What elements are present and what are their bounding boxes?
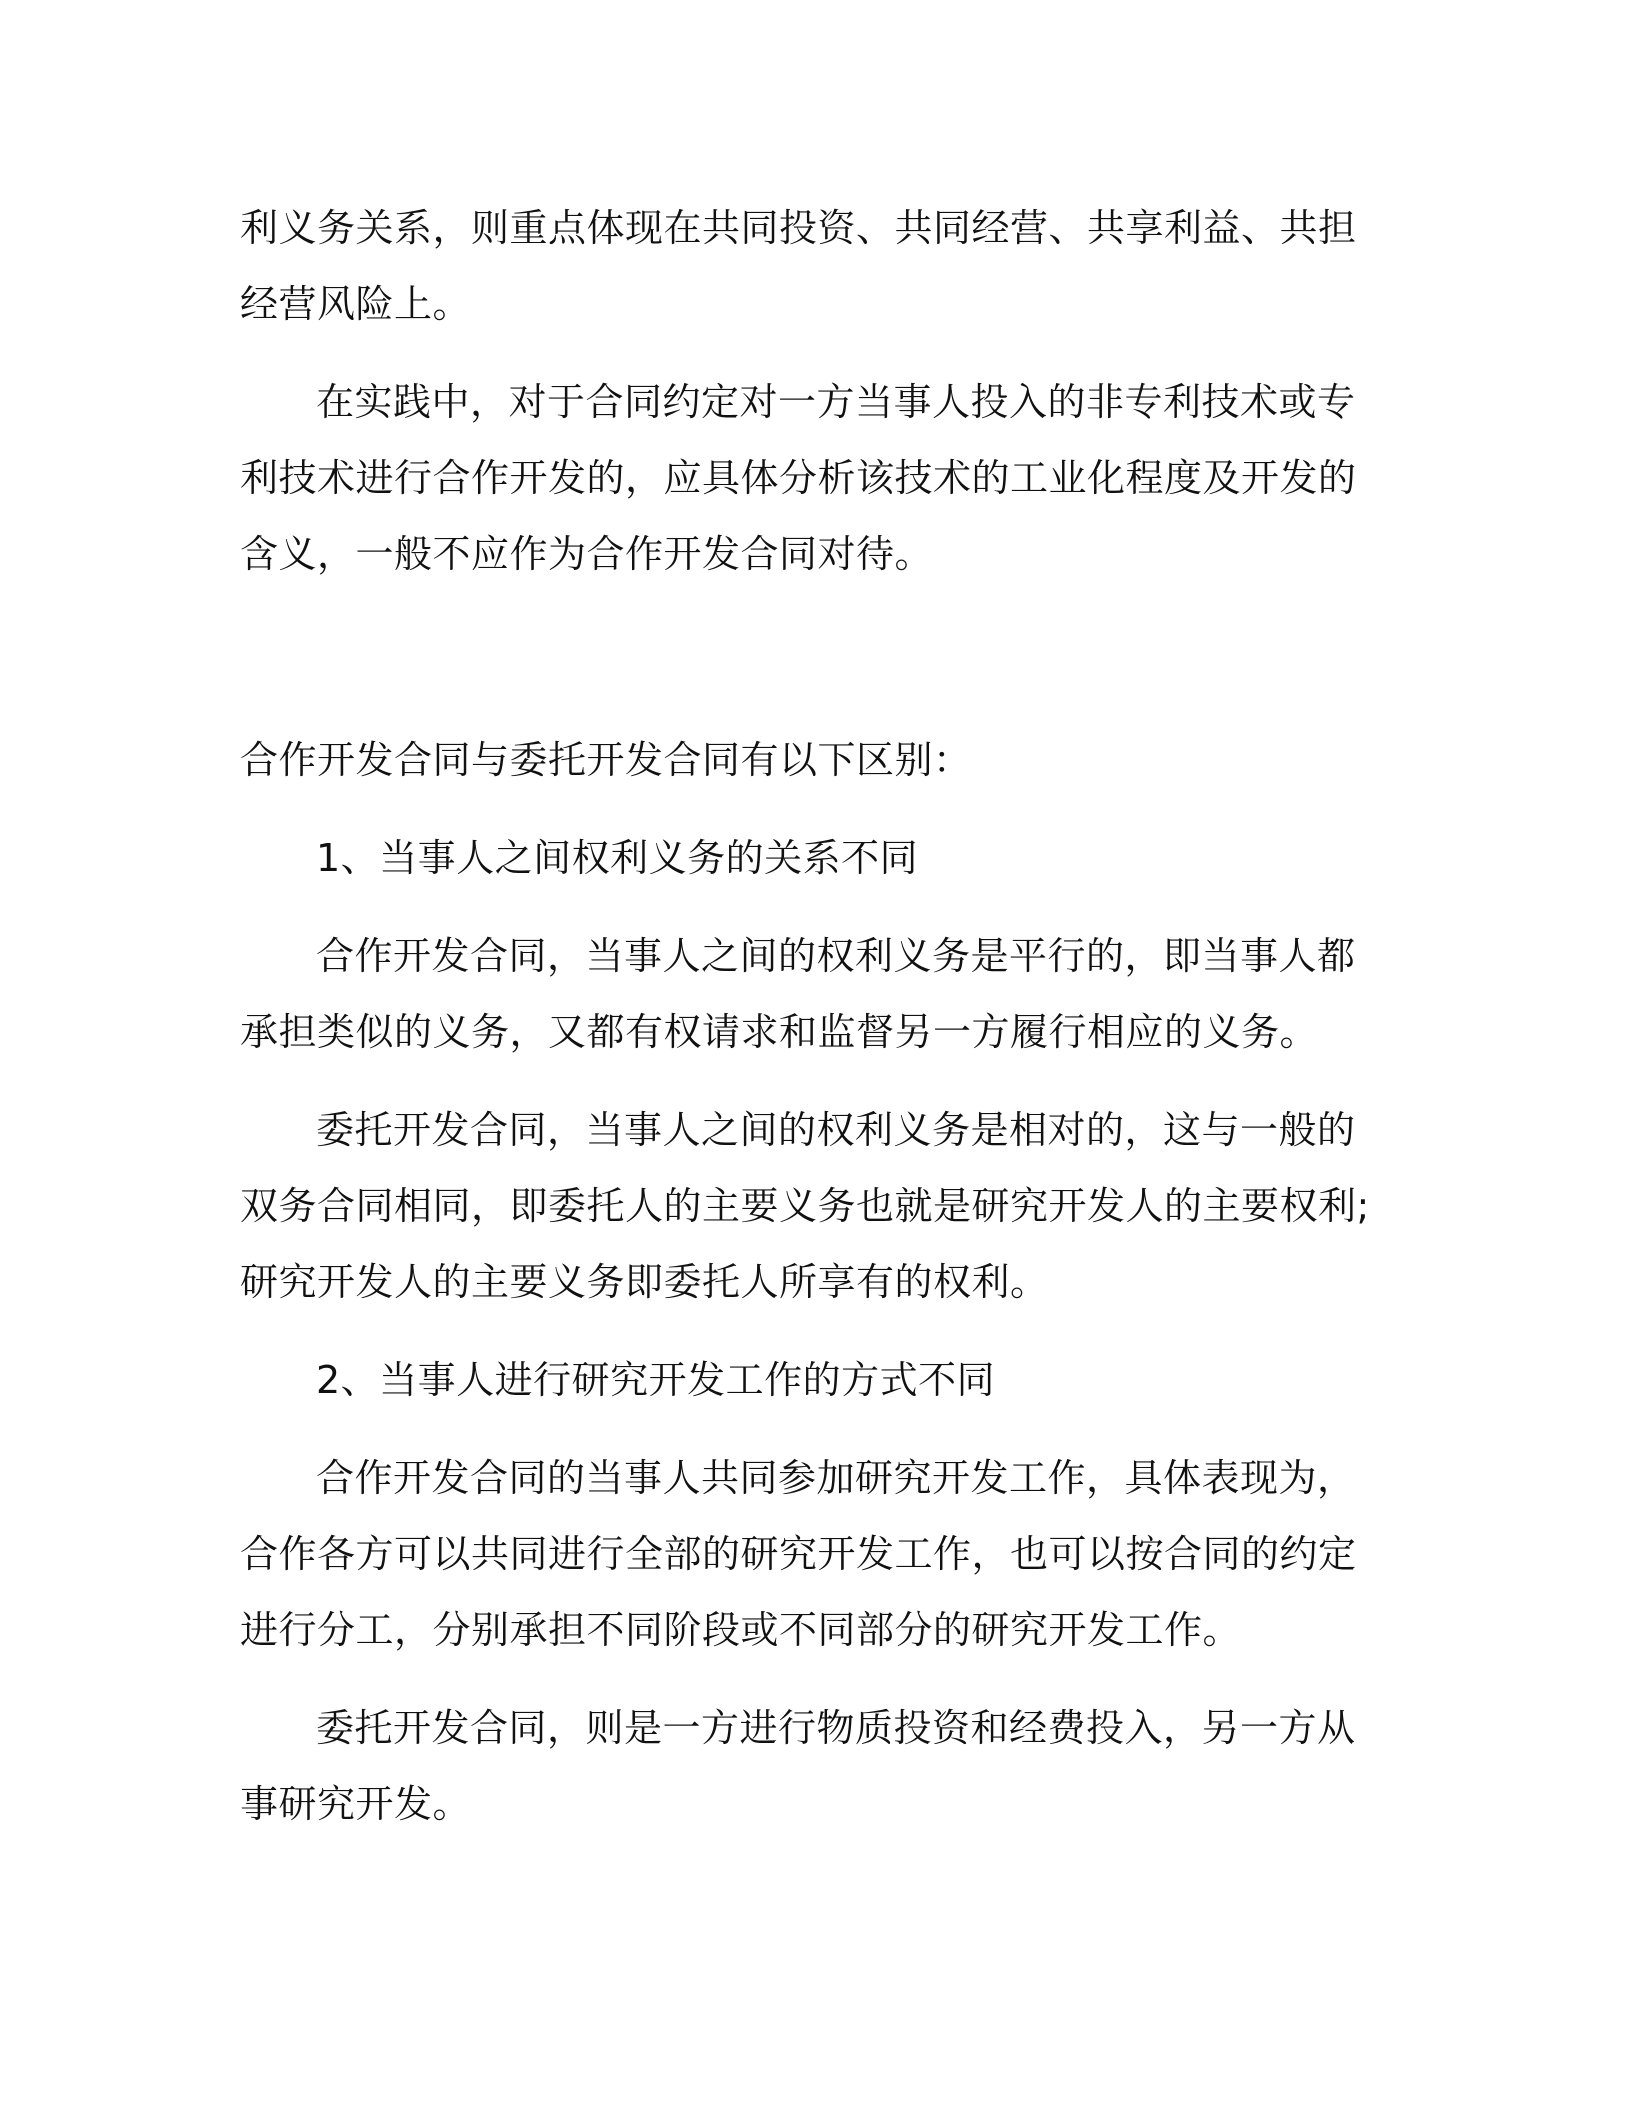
subheading-1: 1、当事人之间权利义务的关系不同 (316, 836, 919, 880)
document-body (240, 190, 1380, 1842)
paragraph-continuation: 利义务关系，则重点体现在共同投资、共同经营、共享利益、共担经营风险上。 (240, 206, 1357, 326)
paragraph-commissioned-rights: 委托开发合同，当事人之间的权利义务是相对的，这与一般的双务合同相同，即委托人的主要义务也就是研究开发人的主要权利;研究开发人的主要义务即委托人所享有的权利。 (240, 1108, 1370, 1304)
subheading-2: 2、当事人进行研究开发工作的方式不同 (316, 1358, 996, 1402)
section-heading-differences: 合作开发合同与委托开发合同有以下区别： (240, 738, 972, 782)
paragraph-practice: 在实践中，对于合同约定对一方当事人投入的非专利技术或专利技术进行合作开发的，应具体分析该技术的工业化程度及开发的含义，一般不应作为合作开发合同对待。 (240, 380, 1357, 576)
paragraph-commissioned-method: 委托开发合同，则是一方进行物质投资和经费投入，另一方从事研究开发。 (240, 1706, 1356, 1826)
paragraph-cooperative-rights: 合作开发合同，当事人之间的权利义务是平行的，即当事人都承担类似的义务，又都有权请求和监督另一方履行相应的义务。 (240, 934, 1356, 1054)
paragraph-cooperative-method: 合作开发合同的当事人共同参加研究开发工作，具体表现为，合作各方可以共同进行全部的研究开发工作，也可以按合同的约定进行分工，分别承担不同阶段或不同部分的研究开发工作。 (240, 1456, 1357, 1652)
